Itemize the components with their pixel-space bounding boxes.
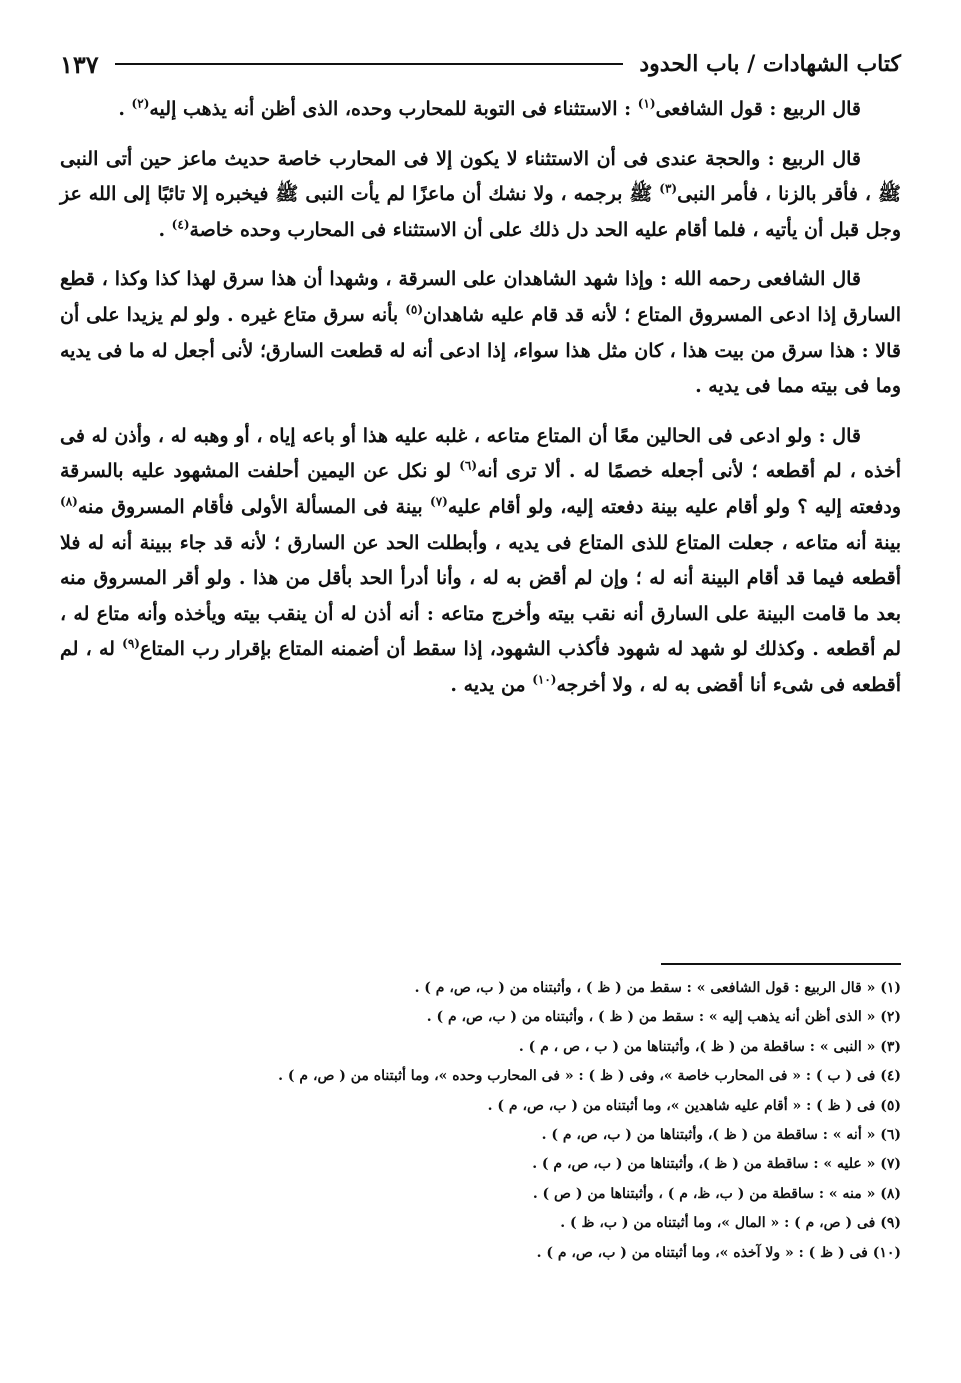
- header-rule: [115, 63, 624, 65]
- footnote-marker: (٥): [405, 302, 424, 317]
- footnote-marker: (٩): [122, 636, 140, 651]
- paragraph: [60, 92, 901, 128]
- speaker-label: قال الشافعى: [757, 268, 861, 291]
- paragraph: [60, 262, 901, 404]
- footnote-item: (٥) فى ( ظ ) : « أقام عليه شاهدين »، وما أثبتناه من ( ب، ص، م ) .: [487, 1097, 901, 1114]
- text-run: لو نكل عن اليمين أحلفت المشهود عليه بالسرقة ودفعته إليه ؟ ولو أقام عليه بينة دفعته إليه، ولو أقام عليه: [60, 460, 901, 518]
- footnote-marker: (٦): [459, 459, 478, 474]
- text-run: .: [118, 98, 132, 120]
- paragraph: [60, 142, 901, 249]
- footnote-marker: (٧): [430, 494, 448, 509]
- footnote-item: (١٠) فى ( ظ ) : « ولا آخذه »، وما أثبتناه من ( ب، ص، م ) .: [536, 1244, 901, 1261]
- text-run: من يديه .: [450, 673, 533, 696]
- footnote-separator: [661, 963, 901, 965]
- page-number: ١٣٧: [60, 49, 99, 79]
- running-header: [60, 44, 901, 84]
- footnotes: [60, 974, 901, 1268]
- text-run: قال الربيع : قول الشافعى: [655, 98, 861, 120]
- footnote-item: (٨) « منه » : ساقطة من ( ب، ظ، م ) ، وأثبتناها من ( ص ) .: [532, 1185, 901, 1202]
- text-run: بأنه سرق متاع غيره . ولو لم يزيدا على أن قالا : هذا سرق من بيت هذا ، كان مثل هذا سواء، إذا ادعى أنه له قطعت السارق؛ لأنى أجعل له ما فى يديه وما فى بيته مما فى يديه .: [60, 303, 901, 398]
- main-text: [60, 92, 901, 718]
- footnote-item: (٤) فى ( ب ) : « فى المحارب خاصة »، وفى ( ظ ) : « فى المحارب وحده »، وما أثبتناه من ( ص، م ) .: [278, 1068, 901, 1085]
- text-run: ﷺ برجمه ، ولا نشك أن ماعزًا لم يأت النبى ﷺ فيخبره إلا تائبًا إلى الله عز وجل قبل أن يأتيه ، فلما أقام عليه الحد دل ذلك على أن الاستثناء فى المحارب وحده خاصة: [60, 183, 901, 241]
- footnote-marker: (١): [637, 96, 656, 111]
- text-run: : الاستثناء فى التوبة للمحارب وحده، الذى أظن أنه يذهب إليه: [149, 98, 638, 120]
- footnote-marker: (٣): [659, 181, 678, 196]
- footnote-marker: (١٠): [532, 672, 557, 687]
- text-run: قال الربيع : والحجة عندى فى أن الاستثناء لا يكون إلا فى المحارب خاصة حديث ماعز حين أتى النبى ﷺ ، فأقر بالزنا ، فأمر النبى: [60, 147, 901, 206]
- footnote-item: (١) « قال الربيع : قول الشافعى » : سقط من ( ظ ) ، وأثبتناه من ( ب، ص، م ) .: [414, 980, 901, 996]
- text-run: رحمه الله : وإذا شهد الشاهدان على السرقة ، وشهدا أن هذا سرق لهذا كذا وكذا ، قطع السارق إذا ادعى المسروق المتاع ؛ لأنه قد قام عليه شاهدان: [60, 268, 902, 326]
- footnote-item: (٩) فى ( ص، م ) : « المال »، وما أثبتناه من ( ب، ظ ) .: [560, 1215, 901, 1232]
- paragraph: [60, 419, 901, 704]
- footnote-marker: (٢): [131, 96, 150, 111]
- footnote-item: (٧) « عليه » : ساقطة من ( ظ )، وأثبتناها من ( ب، ص، م ) .: [532, 1156, 901, 1173]
- text-run: ولو ادعى فى الحالين معًا أن المتاع متاعه ، غلبه عليه هذا أو باعه إياه ، أو وهبه له ، وأذن له فى أخذه ، لم أقطعه ؛ لأنى أجعله خصمًا له . ألا ترى أنه: [60, 424, 901, 483]
- footnote-item: (٦) « أنه » : ساقطة من ( ظ )، وأثبتناها من ( ب، ص، م ) .: [541, 1127, 901, 1144]
- speaker-label: قال :: [818, 424, 861, 447]
- text-run: بينة فى المسألة الأولى فأقام المسروق منه: [77, 495, 430, 518]
- footnote-item: (٣) « النبى » : ساقطة من ( ظ )، وأثبتناها من ( ب ، ص ، م ) .: [518, 1038, 901, 1055]
- footnote-item: (٢) « الذى أظن أنه يذهب إليه » : سقط من ( ظ ) ، وأثبتناه من ( ب، ص، م ) .: [426, 1009, 901, 1026]
- text-run: .: [158, 218, 172, 241]
- text-run: له ، لم أقطعه فى شىء أنا أقضى به له ، ولا أخرجه: [60, 638, 901, 696]
- text-run: بينة أنه متاعه ، جعلت المتاع للذى المتاع فى يديه ، وأبطلت الحد عن السارق ؛ لأنه قد جاء ببينة أنه له فلا أقطعه فيما قد أقام البينة أنه له ؛ وإن لم أقض به له ، وأنا أدرأ الحد بأقل من هذا . ولو أقر المسروق منه بعد ما قامت البينة على السارق أنه نقب بيته وأخرج متاعه : أنه أذن له أن ينقب بيته ويأخذه وأنه متاع له ، لم أقطعه . وكذلك لو شهد له شهود فأكذب الشهود، إذا سقط أن أضمنه المتاع بإقرار رب المتاع: [60, 531, 902, 661]
- chapter-title: كتاب الشهادات / باب الحدود: [639, 51, 901, 77]
- footnote-marker: (٨): [60, 494, 78, 509]
- footnote-marker: (٤): [171, 217, 190, 232]
